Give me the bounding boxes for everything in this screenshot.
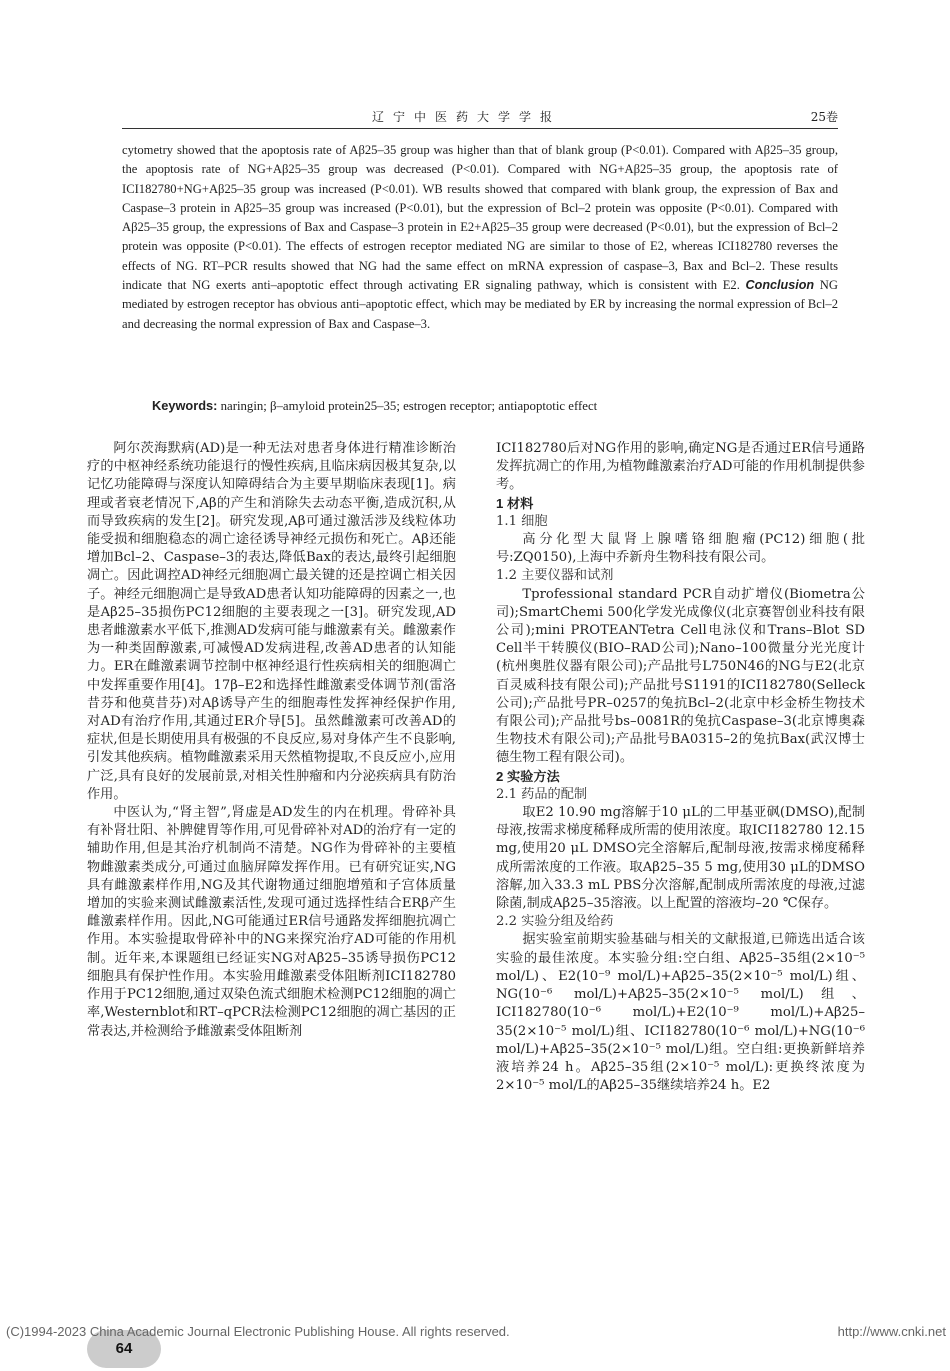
- subsection-heading: 1.2 主要仪器和试剂: [496, 568, 614, 584]
- conclusion-text: NG mediated by estrogen receptor has obvious anti–apoptotic effect, which may be mediated by ER by increasing the normal expression of Bcl–2 and decreasing the normal expression of Bax and Caspase–3.: [122, 278, 838, 331]
- body-right-column: [496, 440, 865, 1095]
- paragraph: 高分化型大鼠肾上腺嗜铬细胞瘤(PC12)细胞(批号:ZQ0150),上海中乔新舟生物科技有限公司。: [496, 532, 865, 566]
- keywords: [152, 398, 842, 414]
- subsection-heading: 2.2 实验分组及给药: [496, 914, 614, 930]
- volume-label: 25卷: [810, 110, 838, 124]
- subsection-heading: 1.1 细胞: [496, 513, 548, 529]
- section-heading: 1 材料: [496, 495, 534, 511]
- abstract-text: cytometry showed that the apoptosis rate of Aβ25–35 group was higher than that of blank group (P<0.01). Compared with Aβ25–35 group, the apoptosis rate of NG+Aβ25–35 group was decreased (P<0.01). Compared with NG+Aβ25–35 group, the apoptosis rate of ICI182780+NG+Aβ25–35 group was increased (P<0.01). WB results showed that compared with blank group, the expression of Bax and Caspase–3 protein in Aβ25–35 group was increased (P<0.01), but the expression of Bcl–2 protein was opposite (P<0.01). Compared with Aβ25–35 group, the expressions of Bax and Caspase–3 protein in E2+Aβ25–35 group were decreased (P<0.01), but the expression of Bcl–2 protein was opposite (P<0.01). The effects of estrogen receptor mediated NG are similar to those of E2, whereas ICI182780 reverses the effects of NG. RT–PCR results showed that NG had the same effect on mRNA expression of caspase–3, Bax and Bcl–2. These results indicate that NG exerts anti–apoptotic effect through activating ER signaling pathway, which is consistent with E2.: [122, 143, 838, 293]
- section-heading: 2 实验方法: [496, 768, 560, 784]
- page-number: 64: [87, 1330, 161, 1368]
- subsection-heading: 2.1 药品的配制: [496, 786, 588, 802]
- running-header: [122, 108, 838, 129]
- copyright-text: (C)1994-2023 China Academic Journal Electronic Publishing House. All rights reserved.: [6, 1324, 510, 1339]
- paragraph: 阿尔茨海默病(AD)是一种无法对患者身体进行精准诊断治疗的中枢神经系统功能退行的慢性疾病,且临床病因极其复杂,以记忆功能障碍与深度认知障碍结合为主要早期临床表现[1]。病理或者衰老情况下,Aβ的产生和消除失去动态平衡,造成沉积,从而导致疾病的发生[2]。研究发现,Aβ可通过激活涉及线粒体功能受损和细胞稳态的凋亡途径诱导神经元损伤和死亡。Aβ还能增加Bcl–2、Caspase–3的表达,降低Bax的表达,最终引起细胞凋亡。因此调控AD神经元细胞凋亡最关键的还是控调亡相关因子。神经元细胞凋亡是导致AD患者认知功能障碍的因素之一,也是Aβ25–35损伤PC12细胞的主要表现之一[3]。研究发现,AD患者雌激素水平低下,推测AD发病可能与雌激素有关。雌激素作为一种类固醇激素,可减慢AD发病进程,改善AD患者的认知能力。ER在雌激素调节控制中枢神经退行性疾病相关的细胞凋亡中发挥重要作用[4]。17β–E2和选择性雌激素受体调节剂(雷洛昔芬和他莫昔芬)对Aβ诱导产生的细胞毒性发挥神经保护作用,对AD有治疗作用,其通过ER介导[5]。虽然雌激素可改善AD的症状,但是长期使用具有极强的不良反应,易对身体产生不良影响,引发其他疾病。植物雌激素采用天然植物提取,不良反应小,应用广泛,具有良好的发展前景,对相关性肿瘤和内分泌疾病具有防治作用。: [87, 441, 456, 802]
- page-footer: [6, 1324, 946, 1339]
- keywords-text: naringin; β–amyloid protein25–35; estrogen receptor; antiapoptotic effect: [220, 399, 598, 413]
- body-left-column: [87, 440, 456, 1041]
- paragraph: 中医认为,“肾主智”,肾虚是AD发生的内在机理。骨碎补具有补肾壮阳、补脾健胃等作用,可见骨碎补对AD的治疗有一定的辅助作用,但是其治疗机制尚不清楚。NG作为骨碎补的主要植物雌激素类成分,可通过血脑屏障发挥作用。已有研究证实,NG具有雌激素样作用,NG及其代谢物通过细胞增殖和子宫体质量增加的实验来测试雌激素活性,发现可通过选择性结合ERβ产生雌激素样作用。因此,NG可能通过ER信号通路发挥细胞抗凋亡作用。本实验提取骨碎补中的NG来探究治疗AD可能的作用机制。近年来,本课题组已经证实NG对Aβ25–35诱导损伤PC12细胞具有保护性作用。本实验用雌激素受体阻断剂ICI182780作用于PC12细胞,通过双染色流式细胞术检测PC12细胞的凋亡率,Westernblot和RT–qPCR法检测PC12细胞的凋亡基因的正常表达,并检测给予雌激素受体阻断剂: [87, 805, 456, 1039]
- paragraph: 取E2 10.90 mg溶解于10 μL的二甲基亚砜(DMSO),配制母液,按需求梯度稀释成所需的使用浓度。取ICI182780 12.15 mg,使用20 μL DMSO完全溶解后,配制母液,按需求梯度稀释成所需浓度的工作液。取Aβ25–35 5 mg,使用30 μL的DMSO溶解,加入33.3 mL PBS分次溶解,配制成所需浓度的母液,过滤除菌,制成Aβ25–35溶液。以上配置的溶液均–20 ℃保存。: [496, 805, 865, 912]
- journal-title: 辽宁中医药大学学报: [372, 110, 562, 124]
- paragraph: Tprofessional standard PCR自动扩增仪(Biometra公司);SmartChemi 500化学发光成像仪(北京赛智创业科技有限公司);mini PROTEANTetra Cell电泳仪和Trans–Blot SD Cell半干转膜仪(BIO–RAD公司);Nano–100微量分光光度计(杭州奥胜仪器有限公司);产品批号L750N46的NG与E2(北京百灵威科技有限公司);产品批号S1191的ICI182780(Selleck公司);产品批号PR–0257的兔抗Bcl–2(北京中杉金桥生物技术有限公司);产品批号bs–0081R的兔抗Caspase–3(北京博奥森生物技术有限公司);产品批号BA0315–2的兔抗Bax(武汉博士德生物工程有限公司)。: [496, 586, 865, 766]
- paragraph: 据实验室前期实验基础与相关的文献报道,已筛选出适合该实验的最佳浓度。本实验分组:空白组、Aβ25–35组(2×10⁻⁵ mol/L)、E2(10⁻⁹ mol/L)+Aβ25–35(2×10⁻⁵ mol/L)组、NG(10⁻⁶ mol/L)+Aβ25–35(2×10⁻⁵ mol/L)组、ICI182780(10⁻⁶ mol/L)+E2(10⁻⁹ mol/L)+Aβ25–35(2×10⁻⁵ mol/L)组、ICI182780(10⁻⁶ mol/L)+NG(10⁻⁶ mol/L)+Aβ25–35(2×10⁻⁵ mol/L)组。空白组:更换新鲜培养液培养24 h。Aβ25–35组(2×10⁻⁵ mol/L):更换终浓度为2×10⁻⁵ mol/L的Aβ25–35继续培养24 h。E2: [496, 932, 865, 1094]
- conclusion-label: Conclusion: [745, 278, 815, 293]
- english-abstract: [122, 141, 838, 334]
- keywords-label: Keywords:: [152, 398, 218, 413]
- footer-url[interactable]: http://www.cnki.net: [837, 1324, 946, 1339]
- paragraph: ICI182780后对NG作用的影响,确定NG是否通过ER信号通路发挥抗凋亡的作用,为植物雌激素治疗AD可能的作用机制提供参考。: [496, 441, 865, 493]
